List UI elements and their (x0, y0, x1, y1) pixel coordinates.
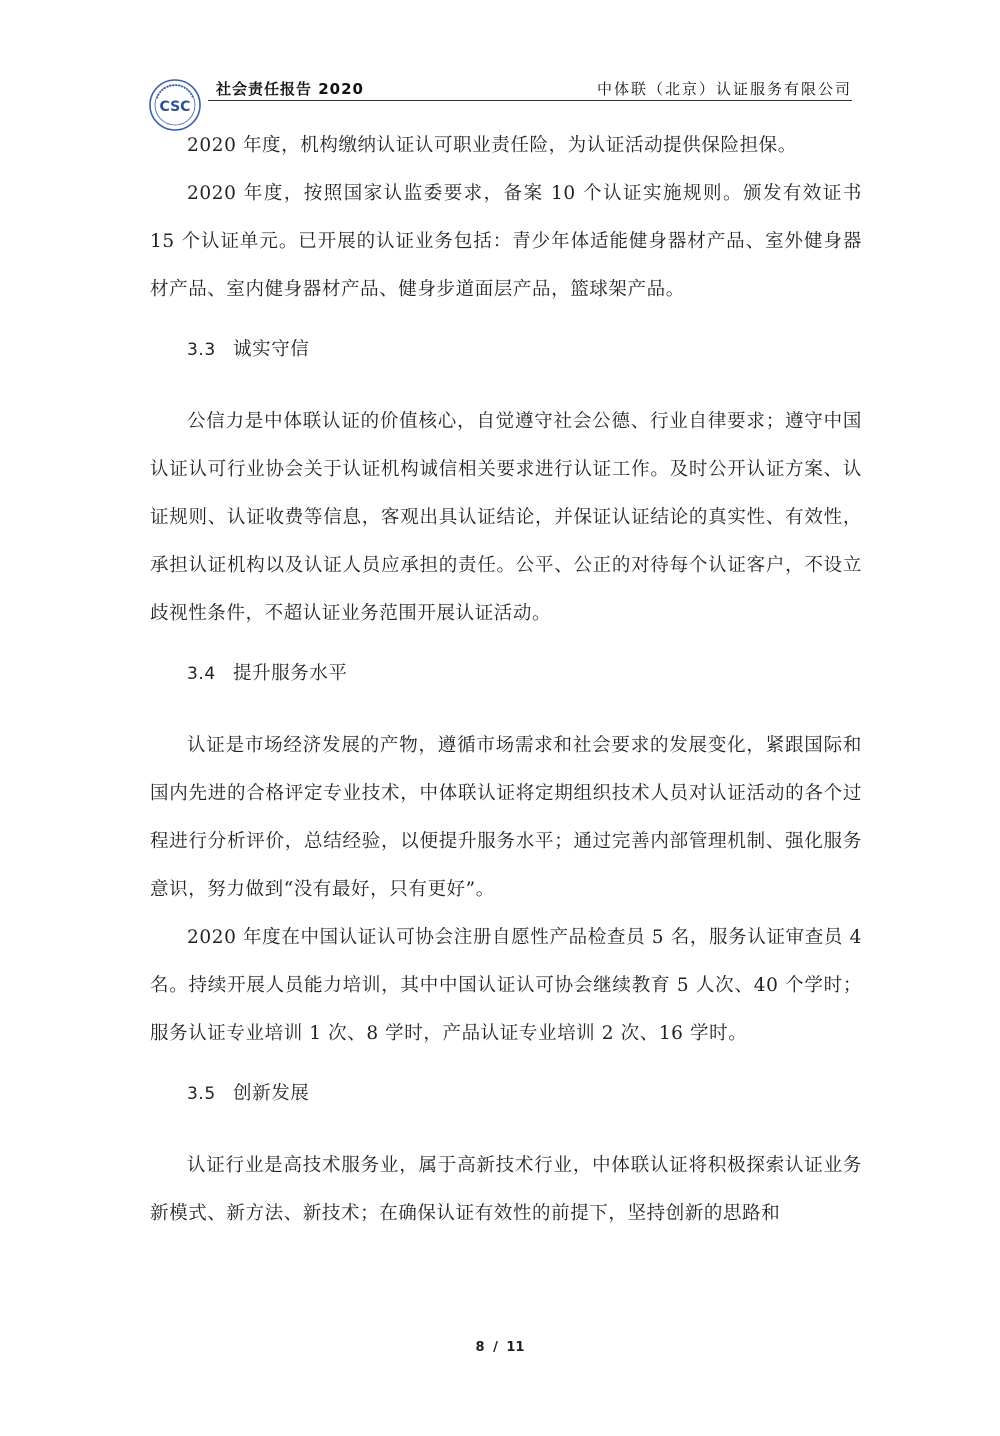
paragraph: 2020 年度，按照国家认监委要求，备案 10 个认证实施规则。颁发有效证书 15 个认证单元。已开展的认证业务包括：青少年体适能健身器材产品、室外健身器材产品、室内健身器材产品、健身步道面层产品，篮球架产品。 (150, 183, 862, 300)
section-heading (150, 650, 862, 698)
paragraph: 2020 年度，机构缴纳认证认可职业责任险，为认证活动提供保险担保。 (187, 135, 797, 156)
report-title: 社会责任报告 2020 (216, 80, 364, 98)
section-number: 3.5 (187, 1084, 216, 1104)
logo-text: CSC (159, 99, 191, 115)
paragraph: 认证行业是高技术服务业，属于高新技术行业，中体联认证将积极探索认证业务新模式、新方法、新技术；在确保认证有效性的前提下，坚持创新的思路和 (150, 1155, 862, 1224)
section-title: 提升服务水平 (233, 663, 348, 684)
page-separator: / (493, 1340, 498, 1355)
total-pages: 11 (506, 1340, 525, 1355)
section-number: 3.3 (187, 340, 216, 360)
section-title: 诚实守信 (233, 339, 310, 360)
section-title: 创新发展 (233, 1083, 310, 1104)
current-page: 8 (475, 1340, 485, 1355)
company-name: 中体联（北京）认证服务有限公司 (596, 80, 852, 98)
paragraph: 公信力是中体联认证的价值核心，自觉遵守社会公德、行业自律要求；遵守中国认证认可行业协会关于认证机构诚信相关要求进行认证工作。及时公开认证方案、认证规则、认证收费等信息，客观出具认证结论，并保证认证结论的真实性、有效性，承担认证机构以及认证人员应承担的责任。公平、公正的对待每个认证客户，不设立歧视性条件，不超认证业务范围开展认证活动。 (150, 411, 862, 624)
section-heading (150, 326, 862, 374)
page-body (150, 122, 862, 1238)
page-number (0, 1340, 1000, 1355)
header-rule (208, 100, 852, 101)
paragraph: 认证是市场经济发展的产物，遵循市场需求和社会要求的发展变化，紧跟国际和国内先进的合格评定专业技术，中体联认证将定期组织技术人员对认证活动的各个过程进行分析评价，总结经验，以便提升服务水平；通过完善内部管理机制、强化服务意识，努力做到“没有最好，只有更好”。 (150, 735, 862, 900)
page-header (150, 70, 852, 115)
section-number: 3.4 (187, 664, 216, 684)
section-heading (150, 1070, 862, 1118)
paragraph: 2020 年度在中国认证认可协会注册自愿性产品检查员 5 名，服务认证审查员 4 名。持续开展人员能力培训，其中中国认证认可协会继续教育 5 人次、40 个学时；服务认证专业培训 1 次、8 学时，产品认证专业培训 2 次、16 学时。 (150, 927, 862, 1044)
